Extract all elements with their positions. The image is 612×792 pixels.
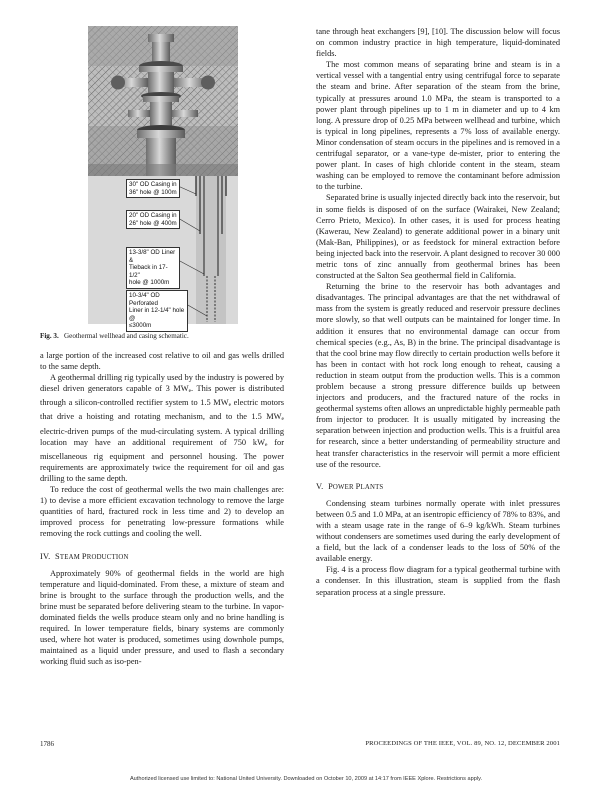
figure-caption [40,332,284,341]
heading-initial: S [55,551,60,561]
wellhead-photo [88,26,238,176]
casing-label-line: 26" hole @ 400m [129,219,177,227]
paragraph: Returning the brine to the reservoir has both advantages and disadvantages. The principal advantages are that the net withdrawal of mass from the system is greatly reduced and reservoir pressure declines more slowly, so that well outputs can be maintained for longer time. In addition it ensures that no environmental damage can occur from chemical species (e.g., As, B) in the brine. The principal disadvantage is that the cool brine may flow directly to certain production wells before it has been in contact with hot rock long enough to reheat, causing a reduction in steam output from the production wells. This is a common problem because a strong pressure difference builds up between injectors and producers, and the fractured nature of the rocks in geothermal systems often allows an unpredictable highly permeable path from injector to producer. It is usually mitigated by increasing the separation between injection and production wells. This is a fruitful area for research, since a better understanding of permeability structure and heat transfer characteristics in the reservoir will permit a more efficient use of the resource. [316,282,560,469]
paragraph: To reduce the cost of geothermal wells the two main challenges are: 1) to devise a more efficient excavation technology to remove the large quantities of hard, fractured rock in less time and 2) to develop an improved process for penetrating low-pressure formations while removing the rock cuttings and cooling the well. [40,485,284,539]
text-run: electric-driven pumps of the mud-circulating system. A typical drilling location may have an additional requirement of 750 kW [40,426,284,447]
casing-label-line: hole @ 1000m [129,279,170,287]
casing-label-line: 36" hole @ 100m [129,188,177,196]
paragraph: Separated brine is usually injected directly back into the reservoir, but in some fields is disposed of on the surface (Wairakei, New Zealand; Cerro Prieto, Mexico). In other cases, it is used for process heating (Kawerau, New Zealand) to generate additional power in a binary unit (Mak-Ban, Philippines), or as feedstock for mineral extraction before being injected back into the reservoir. A plant designed to recover 30 000 metric tons of zinc annually from geothermal brines has been constructed at the Salton Sea geothermal field in California. [316,193,560,281]
subscript: e [188,388,192,395]
section-number: V. [316,481,324,491]
section-heading-power-plants [316,482,560,491]
casing-label-line: 30" OD Casing in [129,181,177,188]
figure-caption-label: Fig. 3. [40,332,59,340]
heading-initial: P [328,481,333,491]
paragraph: tane through heat exchangers [9], [10]. The discussion below will focus on common industry practice in high temperature, liquid-dominated fields. [316,27,560,59]
heading-smallcaps: TEAM [59,553,82,561]
casing-label-10in [126,290,188,332]
subscript: e [281,416,284,423]
paragraph: The most common means of separating brine and steam is in a vertical vessel with a tangential entry using centrifugal force to separate the steam and brine. After separation of the steam from the brine, typically at pressures around 1.0 MPa, the steam is transported to a power plant through pipelines up to 1 m in diameter and up to 4 km long. A pressure drop of 0.25 MPa between wellhead and turbine, which is typical in long pipelines, represents a 7% loss of available energy. Minor condensation of steam occurs in the pipelines and is removed in a centrifugal separator, or a vane-type de-mister, prior to entering the power plant. In cases of high chloride content in the steam, steam washing can be employed to remove the contaminant before admission to the turbine. [316,60,560,192]
heading-smallcaps: LANTS [360,483,384,491]
heading-initial: P [81,551,87,561]
text-run: . This power is distributed through a silicon-controlled rectifier system to 1.5 MW [40,384,285,408]
paragraph: Approximately 90% of geothermal fields in the world are high temperature and liquid-dominated. From these, a mixture of steam and brine is brought to the surface through the production wells, and the brine must be separated before delivering steam to the turbine. In vapor-dominated fields the wells produce steam only and no brine handling is required. In lower temperature fields, binary systems are commonly used, where hot water is produced, sometimes using downhole pumps, maintained as a liquid under pressure, and used to flash a secondary working fluid such as iso-pen- [40,568,284,667]
license-note: Authorized licensed use limited to: National United University. Downloaded on October 10, 2009 at 14:17 from IEEE Xplore. Restrictions apply. [129,776,483,782]
heading-smallcaps: RODUCTION [86,553,129,561]
left-column [40,26,284,667]
wellhead-photo-image [88,26,238,176]
heading-initial: P [355,481,361,491]
casing-label-20in [126,210,180,229]
paragraph: Fig. 4 is a process flow diagram for a typical geothermal turbine with a condenser. In this illustration, steam is supplied from the flash separation process at a single pressure. [316,565,560,597]
casing-label-line: 13-3/8" OD Liner & [129,249,176,264]
heading-smallcaps: OWER [332,483,356,491]
casing-label-line: Tieback in 17-1/2" [129,264,168,279]
casing-label-13in [126,247,180,289]
text-run: A geothermal drilling rig typically used by the industry is powered by diesel driven generators capable of 3 MW [40,373,284,394]
paragraph: a large portion of the increased cost relative to oil and gas wells drilled to the same depth. [40,351,284,372]
right-column [316,26,560,598]
page-number: 1786 [40,740,54,748]
text-run: electric motors that drive a hoisting and rotating mechanism, and to the 1.5 MW [40,398,284,422]
figure-3 [40,26,284,330]
section-number: IV. [40,551,51,561]
casing-label-30in [126,179,180,198]
casing-schematic [88,176,238,330]
casing-label-line: Liner in 12-1/4" hole @ [129,307,185,322]
subscript: e [228,402,232,409]
casing-label-line: ≤3000m [129,322,152,330]
casing-label-line: 10-3/4" OD Perforated [129,292,160,307]
paragraph [40,372,284,484]
text-run: for miscellaneous rig equipment and personnel housing. The power requirements are approximately twice the requirement for oil and gas drilling to the same depth. [40,437,284,483]
casing-label-line: 20" OD Casing in [129,212,177,219]
section-heading-steam-production [40,552,284,561]
figure-caption-text: Geothermal wellhead and casing schematic. [64,332,189,340]
journal-info: PROCEEDINGS OF THE IEEE, VOL. 89, NO. 12, DECEMBER 2001 [365,740,560,747]
paragraph: Condensing steam turbines normally operate with inlet pressures between 0.5 and 1.0 MPa, at an isentropic efficiency of 78% to 83%, and with a steam usage rate in the range of 6–9 kg/kWh. Steam turbines without condensers are sometimes used during the early development of a field, but the lack of a condenser leads to the loss of 50% of the available energy. [316,498,560,564]
subscript: e [264,441,268,448]
